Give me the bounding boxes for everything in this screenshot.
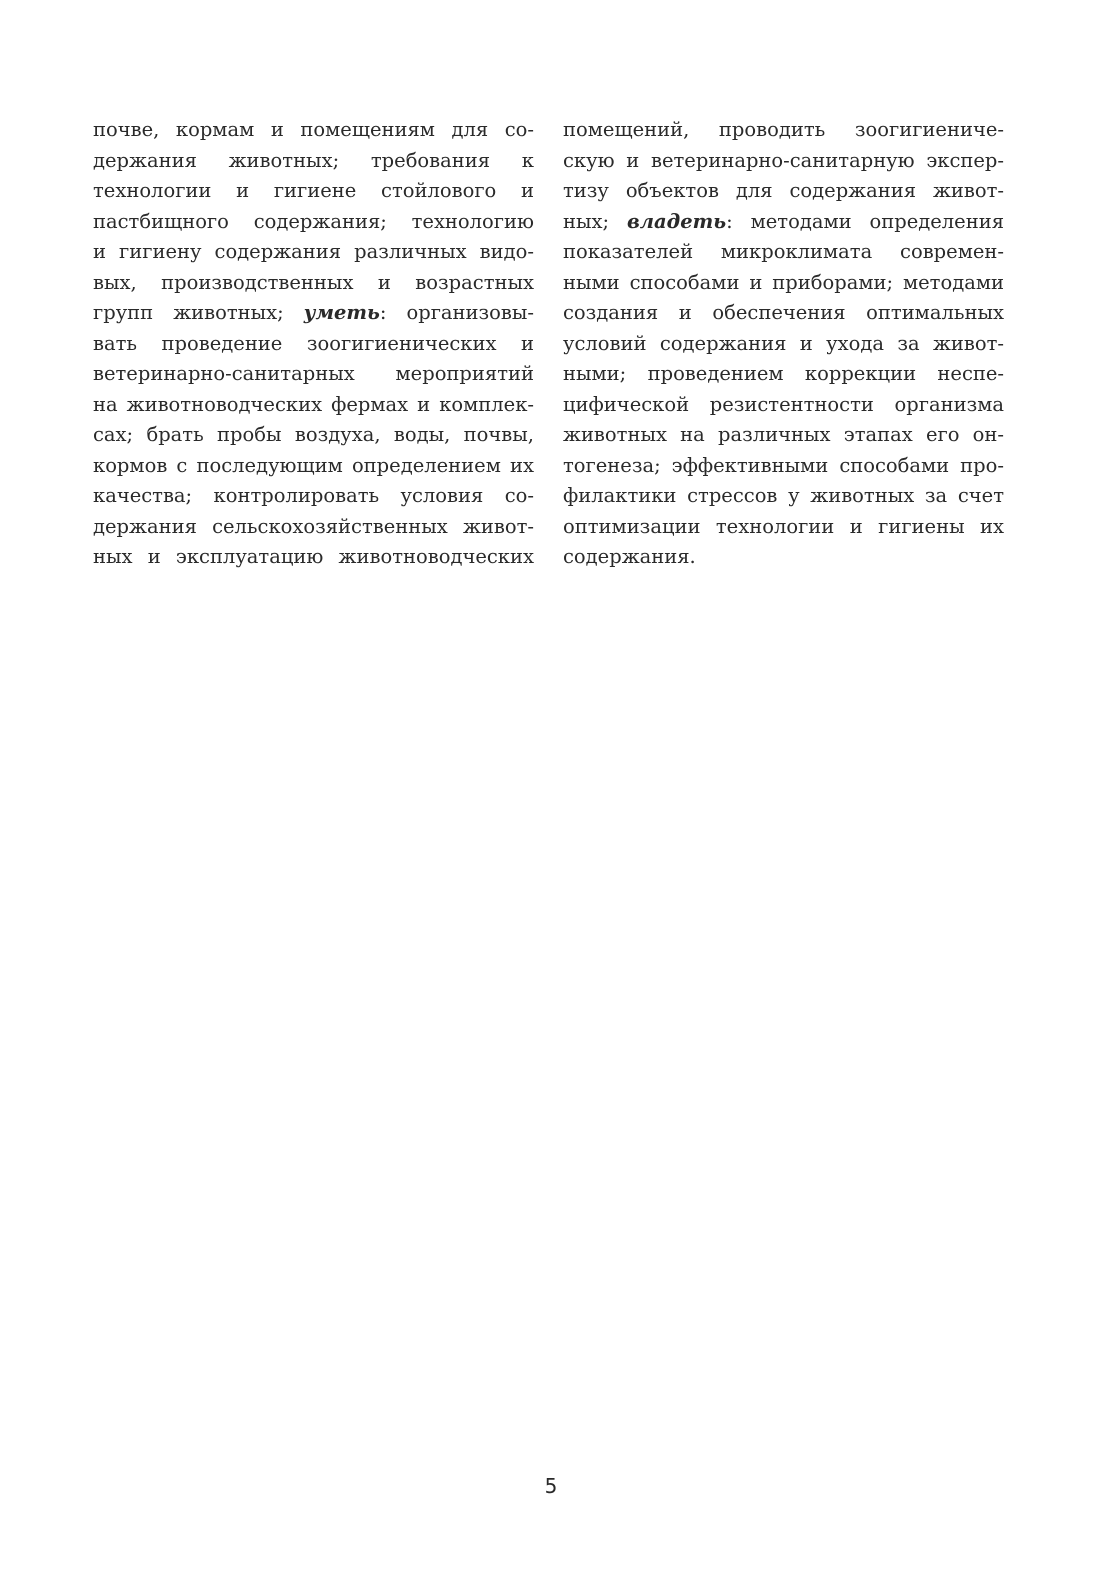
- text-line: ными способами и приборами; методами: [563, 270, 1004, 294]
- text-line-with-keyword: [93, 298, 534, 329]
- text-line: сах; брать пробы воздуха, воды, почвы,: [93, 423, 534, 446]
- text-fragment: : организовы-: [379, 301, 534, 324]
- text-line: ветеринарно-санитарных мероприятий: [93, 362, 534, 385]
- text-line: тогенеза; эффективными способами про-: [563, 453, 1004, 477]
- text-fragment: в: [93, 331, 104, 355]
- text-fragment: ать проведение зоогигиенических и: [103, 331, 534, 355]
- text-line: почве, кормам и помещениям для со-: [93, 118, 534, 141]
- page-number: 5: [544, 1474, 558, 1498]
- text-line: на животноводческих фермах и комплек-: [93, 392, 534, 416]
- text-line: и гигиену содержания различных видо-: [93, 240, 534, 263]
- text-line: содержания.: [563, 545, 696, 568]
- text-line: качества; контролировать условия со-: [93, 484, 534, 507]
- text-line: технологии и гигиене стойлового и: [93, 179, 534, 202]
- text-line: держания животных; требования к: [93, 148, 534, 172]
- text-line: оптимизации технологии и гигиены их: [563, 514, 1004, 538]
- text-line: вых, производственных и возрастных: [93, 270, 534, 294]
- keyword-vladet: владеть: [626, 209, 727, 233]
- text-line: создания и обеспечения оптимальных: [563, 301, 1004, 324]
- text-line: ных и эксплуатацию животноводческих: [93, 545, 534, 568]
- keyword-umet: уметь: [303, 301, 380, 324]
- right-text-column: [563, 115, 1004, 573]
- text-line: тизу объектов для содержания живот-: [563, 179, 1004, 202]
- text-line: [93, 329, 534, 360]
- text-line: пастбищного содержания; технологию: [93, 209, 534, 233]
- text-line: цифической резистентности организма: [563, 392, 1004, 416]
- text-line: филактики стрессов у животных за счет: [563, 484, 1004, 507]
- text-fragment: групп животных;: [93, 301, 284, 324]
- text-line-with-keyword: [563, 207, 1004, 238]
- left-text-column: [93, 115, 534, 573]
- text-fragment: ных;: [563, 209, 610, 233]
- text-line: помещений, проводить зоогигиениче-: [563, 118, 1004, 141]
- text-line: ными; проведением коррекции неспе-: [563, 362, 1004, 385]
- text-line: скую и ветеринарно-санитарную экспер-: [563, 148, 1004, 172]
- text-fragment: : методами определения: [726, 209, 1004, 233]
- text-line: животных на различных этапах его он-: [563, 423, 1004, 446]
- text-line: условий содержания и ухода за живот-: [563, 331, 1004, 355]
- text-line: кормов с последующим определением их: [93, 453, 534, 477]
- text-line: держания сельскохозяйственных живот-: [93, 514, 534, 538]
- text-line: показателей микроклимата современ-: [563, 240, 1004, 263]
